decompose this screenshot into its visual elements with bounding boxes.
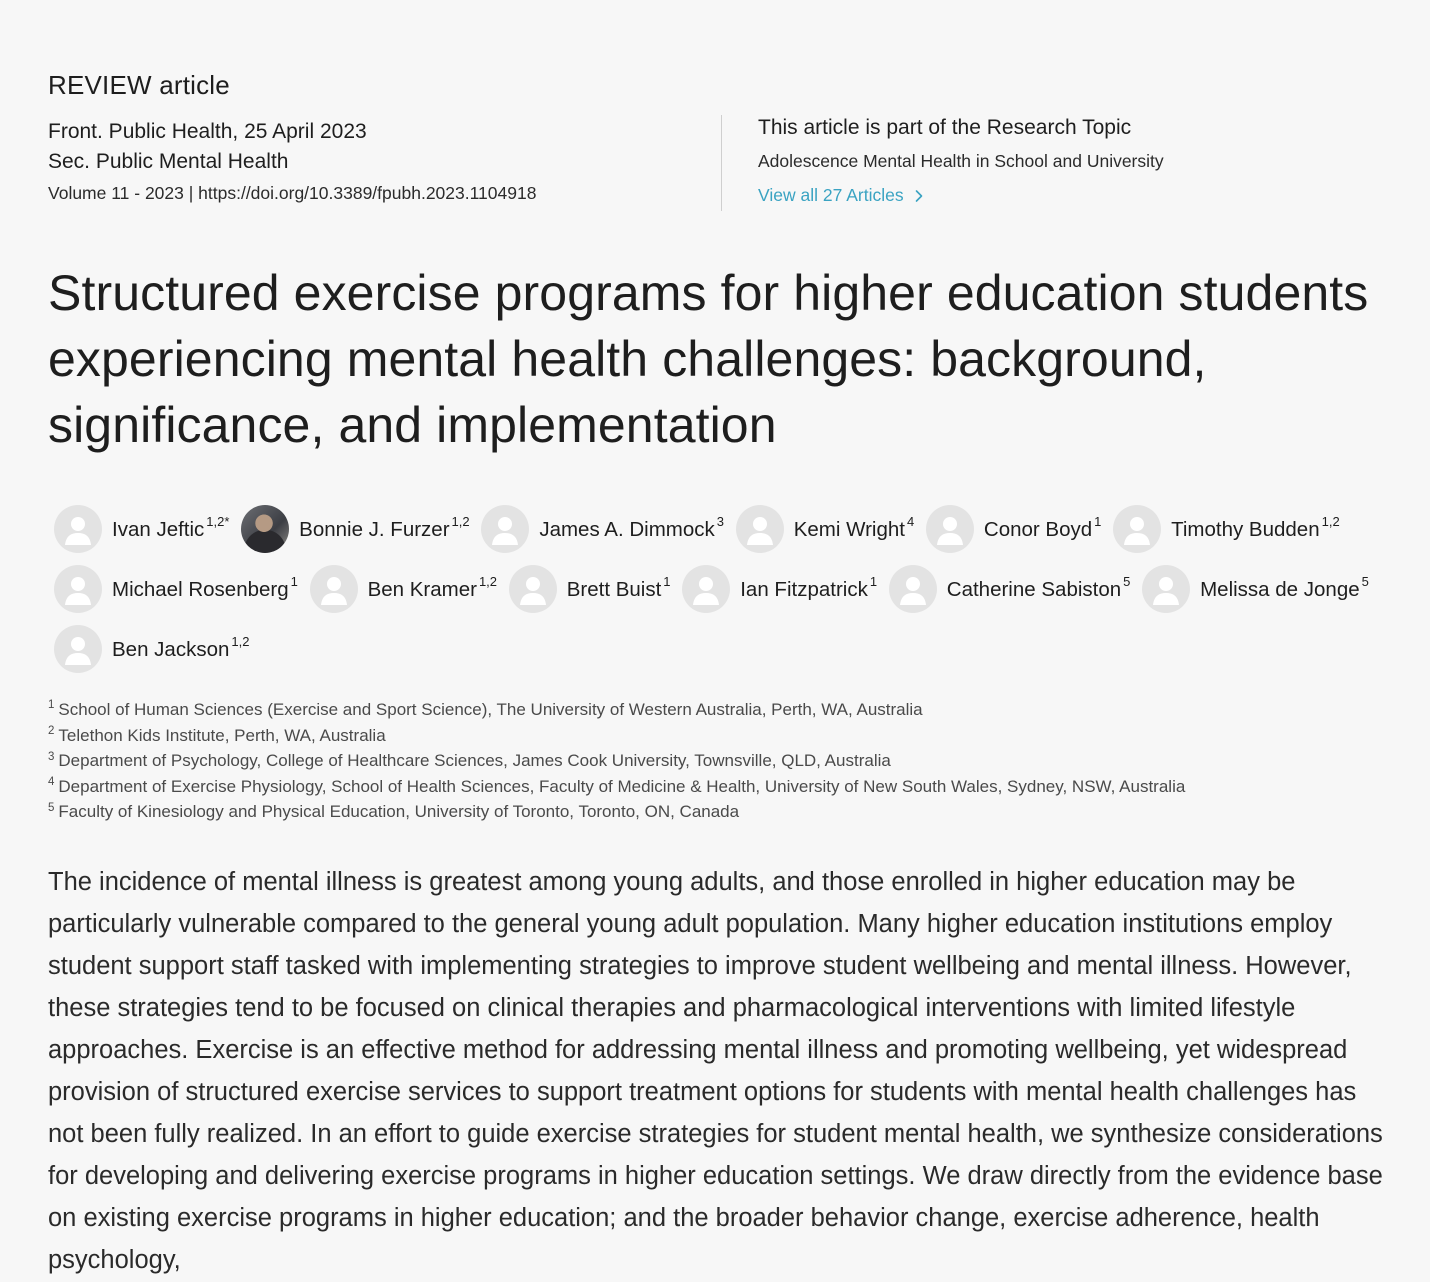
view-all-articles-label: View all 27 Articles	[758, 185, 904, 205]
avatar	[54, 565, 102, 613]
avatar	[926, 505, 974, 553]
author[interactable]: Conor Boyd $^1$	[920, 518, 1102, 541]
author[interactable]: Brett Buist $^1$	[503, 578, 671, 601]
author[interactable]: Ian Fitzpatrick $^1$	[676, 578, 877, 601]
author[interactable]: Catherine Sabiston $^5$	[883, 578, 1131, 601]
author[interactable]: Bonnie J. Furzer $^{1,2}$	[235, 518, 469, 541]
affiliation-item: $^5$ Faculty of Kinesiology and Physical Education, University of Toronto, Toronto, ON, Canada	[48, 801, 740, 822]
avatar	[241, 505, 289, 553]
avatar	[1113, 505, 1161, 553]
author[interactable]: Michael Rosenberg $^1$	[48, 578, 298, 601]
author-list	[48, 500, 1393, 680]
avatar	[481, 505, 529, 553]
article-title: Structured exercise programs for higher education students experiencing mental health challenges: background, significance, and implementation	[48, 265, 1369, 453]
author[interactable]: Timothy Budden $^{1,2}$	[1107, 518, 1340, 541]
author[interactable]: Ben Kramer $^{1,2}$	[304, 578, 497, 601]
view-all-articles-link[interactable]	[758, 185, 926, 206]
header-divider	[721, 115, 722, 211]
journal-section: Sec. Public Mental Health	[48, 150, 289, 173]
article-type: REVIEW article	[48, 70, 230, 100]
avatar	[310, 565, 358, 613]
author[interactable]: Ivan Jeftic $^{1,2*}$	[48, 518, 229, 541]
avatar	[54, 505, 102, 553]
abstract-text: The incidence of mental illness is greatest among young adults, and those enrolled in higher education may be particularly vulnerable compared to the general young adult population. Many higher education institutions employ student support staff tasked with implementing strategies to improve student wellbeing and mental illness. However, these strategies tend to be focused on clinical therapies and pharmacological interventions with limited lifestyle approaches. Exercise is an effective method for addressing mental illness and promoting wellbeing, yet widespread provision of structured exercise services to support treatment options for students with mental health challenges has not been fully realized. In an effort to guide exercise strategies for student mental health, we synthesize considerations for developing and delivering exercise programs in higher education settings. We draw directly from the evidence base on existing exercise programs in higher education; and the broader behavior change, exercise adherence, health psychology,	[48, 868, 1383, 1274]
research-topic-heading: This article is part of the Research Topic	[758, 116, 1132, 139]
author[interactable]: Melissa de Jonge $^5$	[1136, 578, 1369, 601]
author[interactable]: James A. Dimmock $^3$	[475, 518, 724, 541]
avatar	[509, 565, 557, 613]
volume-doi[interactable]: Volume 11 - 2023 | https://doi.org/10.3389/fpubh.2023.1104918	[48, 183, 537, 203]
article-header	[48, 70, 1382, 220]
avatar	[889, 565, 937, 613]
research-topic-name[interactable]: Adolescence Mental Health in School and University	[758, 151, 1164, 171]
affiliation-item: $^2$ Telethon Kids Institute, Perth, WA, Australia	[48, 724, 386, 745]
chevron-right-icon	[912, 189, 926, 203]
affiliation-item: $^1$ School of Human Sciences (Exercise and Sport Science), The University of Western Australia, Perth, WA, Australia	[48, 699, 923, 719]
avatar	[682, 565, 730, 613]
author[interactable]: Kemi Wright $^4$	[730, 518, 915, 541]
affiliation-item: $^4$ Department of Exercise Physiology, School of Health Sciences, Faculty of Medicine & Health, University of New South Wales, Sydney, NSW, Australia	[48, 776, 1186, 796]
author[interactable]: Ben Jackson $^{1,2}$	[48, 638, 249, 661]
affiliation-item: $^3$ Department of Psychology, College of Healthcare Sciences, James Cook University, Townsville, QLD, Australia	[48, 750, 891, 771]
avatar	[54, 625, 102, 673]
avatar	[1142, 565, 1190, 613]
journal-date: Front. Public Health, 25 April 2023	[48, 120, 367, 143]
avatar	[736, 505, 784, 553]
affiliation-list	[48, 697, 1388, 825]
